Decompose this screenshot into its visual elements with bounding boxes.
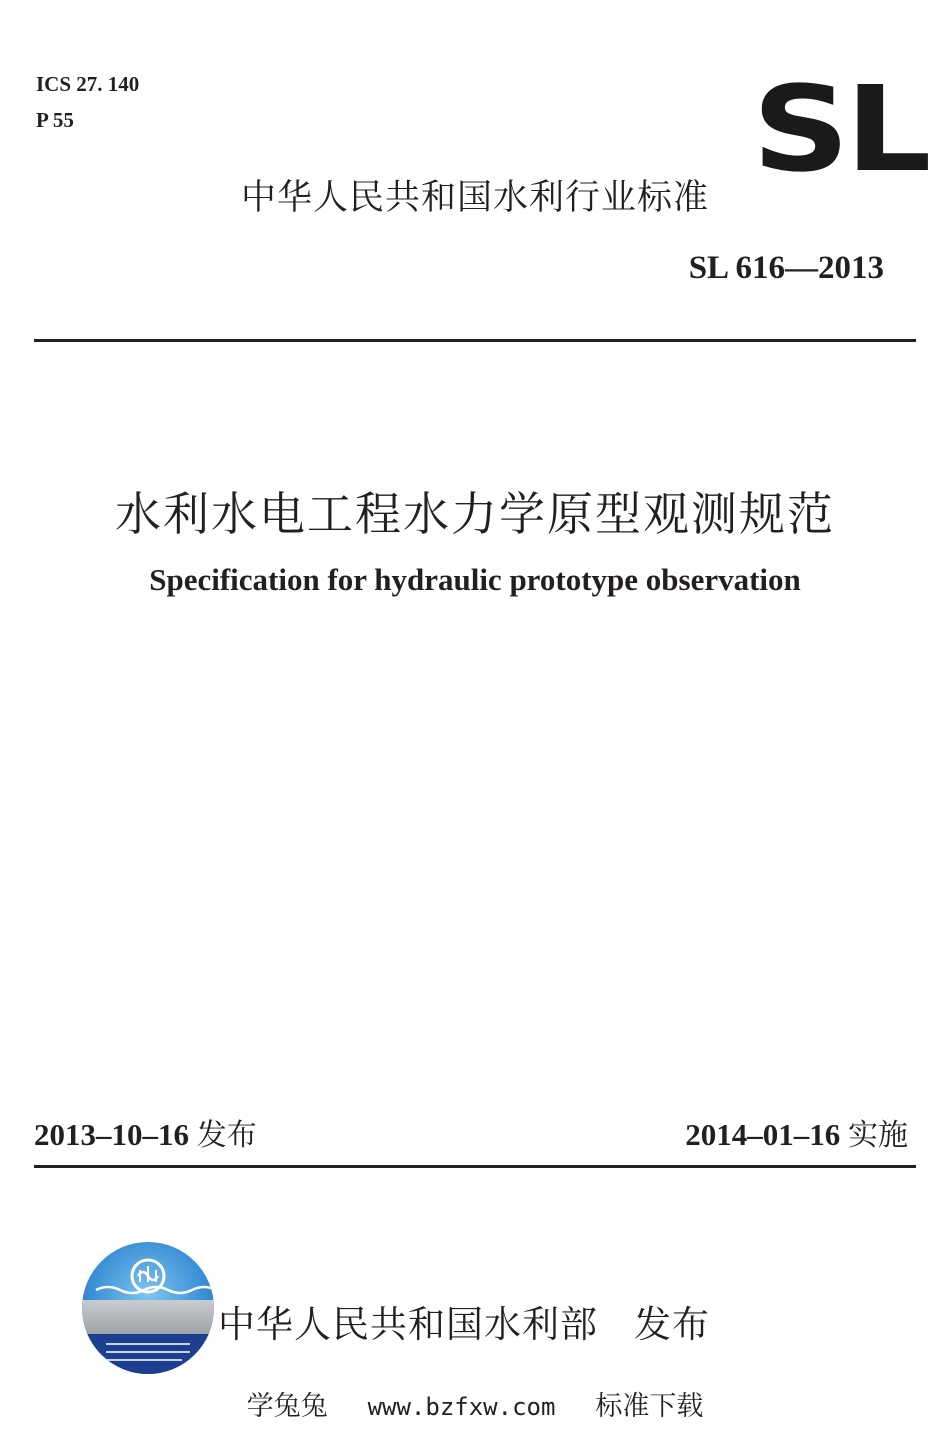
category-code: P 55 (36, 108, 74, 132)
footer-url[interactable]: www.bzfxw.com (367, 1393, 556, 1421)
implement-date-line (685, 1110, 908, 1154)
bottom-divider (34, 1165, 916, 1168)
title-english: Specification for hydraulic prototype observation (149, 562, 801, 597)
industry-standard-heading: 中华人民共和国水利行业标准 (240, 178, 709, 218)
issue-label: 发布 (196, 1118, 257, 1153)
footer-site-name: 学兔兔 (246, 1391, 328, 1421)
publisher-line (218, 1294, 710, 1348)
implement-label: 实施 (848, 1118, 908, 1153)
publisher-name: 中华人民共和国水利部 (218, 1303, 598, 1346)
issue-date: 2013–10–16 (34, 1117, 189, 1152)
ics-code: ICS 27. 140 (36, 72, 140, 96)
standard-number: SL 616—2013 (688, 250, 884, 286)
publisher-label: 发布 (634, 1303, 710, 1346)
sl-logo: SL (752, 60, 928, 198)
title-chinese: 水利水电工程水力学原型观测规范 (115, 487, 835, 541)
watermark-footer (0, 1384, 950, 1423)
anti-counterfeit-seal-icon (82, 1242, 214, 1374)
footer-tagline: 标准下载 (595, 1391, 704, 1421)
issue-date-line (34, 1110, 257, 1154)
top-divider (34, 339, 916, 342)
implement-date: 2014–01–16 (685, 1117, 841, 1152)
